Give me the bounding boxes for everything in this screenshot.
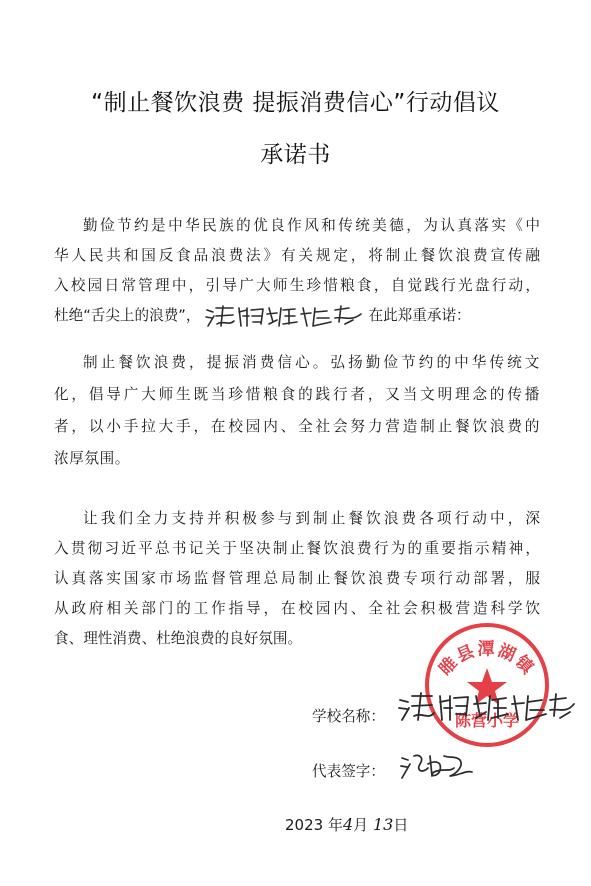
paragraph-line: 者，以小手拉大手，在校园内、全社会努力营造制止餐饮浪费的 [54, 418, 540, 435]
seal-center-text: 陈营小学 [454, 711, 520, 730]
paragraph-line: 让我们全力支持并积极参与到制止餐饮浪费各项行动中，深 [83, 510, 540, 527]
paragraph-commitment [54, 347, 540, 475]
paragraph-line: 浓厚氛围。 [54, 450, 130, 467]
date-month: 4 [342, 815, 354, 834]
date-day-unit: 日 [393, 816, 409, 834]
document-subtitle: 承诺书 [260, 142, 331, 168]
paragraph-line: 食、理性消费、杜绝浪费的良好氛围。 [54, 630, 303, 647]
paragraph-text: 杜绝“舌尖上的浪费”， [54, 307, 201, 324]
document-date [285, 814, 408, 835]
date-year: 2023 [285, 816, 324, 834]
paragraph-text: 在此郑重承诺： [368, 307, 471, 324]
school-name-handwritten-signature [396, 688, 576, 728]
school-name-label: 学校名称： [312, 708, 385, 725]
paragraph-line: 入贯彻习近平总书记关于坚决制止餐饮浪费行为的重要指示精神， [54, 540, 540, 557]
representative-signature-label: 代表签字： [312, 763, 385, 780]
date-month-unit: 月 [353, 816, 369, 834]
date-day: 13 [372, 815, 394, 834]
representative-handwritten-signature [398, 750, 476, 782]
seal-ring-text: 睢县潭湖镇 [435, 639, 539, 680]
document-title: “制止餐饮浪费 提振消费信心”行动倡议 [91, 90, 500, 116]
paragraph-line: 华人民共和国反食品浪费法》有关规定，将制止餐饮浪费宣传融 [54, 247, 540, 264]
paragraph-line: 从政府相关部门的工作指导，在校园内、全社会积极营造科学饮 [54, 600, 540, 617]
paragraph-line: 入校园日常管理中，引导广大师生珍惜粮食，自觉践行光盘行动， [54, 277, 540, 294]
inline-handwritten-signature [203, 302, 365, 330]
official-seal-stamp [421, 620, 553, 750]
paragraph-line: 化，倡导广大师生既当珍惜粮食的践行者，又当文明理念的传播 [54, 386, 540, 403]
paragraph-line: 认真落实国家市场监督管理总局制止餐饮浪费专项行动部署，服 [54, 570, 540, 587]
paragraph-line [54, 301, 540, 331]
paragraph-line: 勤俭节约是中华民族的优良作风和传统美德，为认真落实《中 [83, 217, 540, 234]
date-year-unit: 年 [327, 816, 343, 834]
paragraph-line: 制止餐饮浪费，提振消费信心。弘扬勤俭节约的中华传统文 [83, 354, 540, 371]
paragraph-intro [54, 211, 540, 331]
